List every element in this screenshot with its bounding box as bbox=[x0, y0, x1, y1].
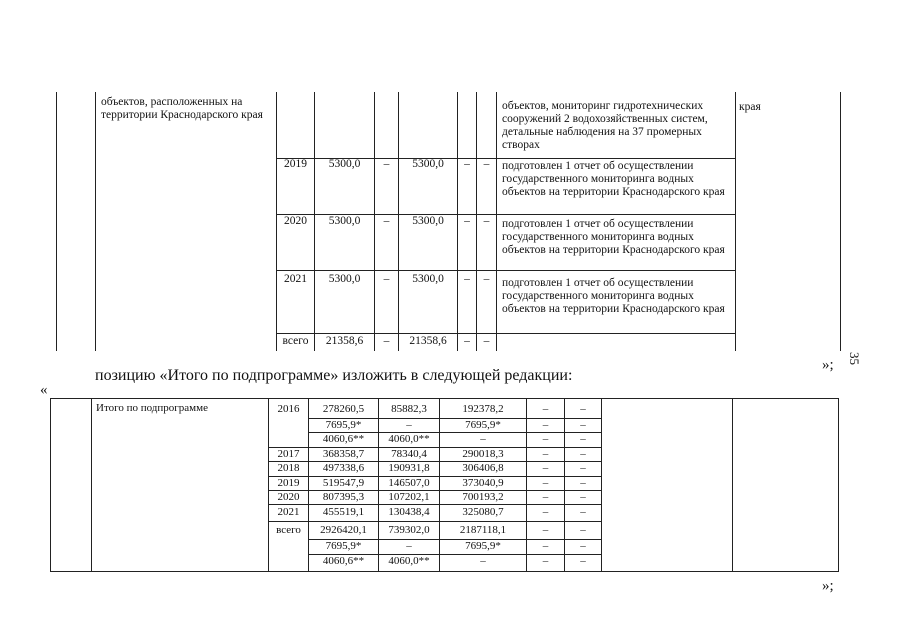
t1-closing-quote: »; bbox=[822, 357, 834, 373]
t2-total: 497338,6 bbox=[322, 462, 365, 474]
t1-fed: – bbox=[383, 273, 390, 285]
t1-loc: – bbox=[464, 273, 470, 285]
t2-fed: 78340,4 bbox=[391, 448, 427, 460]
t2-year: 2018 bbox=[277, 462, 300, 474]
t2-ext: – bbox=[580, 491, 586, 503]
t2-fed: 739302,0 bbox=[388, 524, 430, 536]
t2-total: 455519,1 bbox=[322, 506, 365, 518]
t2-loc: – bbox=[542, 491, 549, 503]
t1-ext: – bbox=[483, 158, 490, 170]
page-number: 35 bbox=[847, 352, 862, 365]
t2-total: 807395,3 bbox=[322, 491, 365, 503]
t2-loc: – bbox=[542, 477, 549, 489]
t1-loc: – bbox=[464, 335, 470, 347]
t2-ext: – bbox=[580, 403, 586, 415]
t2-ext: – bbox=[580, 506, 586, 518]
t2-loc: – bbox=[542, 448, 549, 460]
t2-ext: – bbox=[580, 540, 586, 552]
t1-fed: – bbox=[383, 335, 390, 347]
t2-total: 278260,5 bbox=[322, 403, 365, 415]
t2-reg: 7695,9* bbox=[465, 540, 501, 552]
t1-year: 2020 bbox=[284, 215, 307, 227]
t2-total: 7695,9* bbox=[325, 540, 362, 552]
t2-fed: – bbox=[406, 419, 412, 431]
t1-year: 2021 bbox=[284, 273, 307, 285]
t1-result: подготовлен 1 отчет об осуществлении государственного мониторинга водных объектов на территории Краснодарского края bbox=[502, 160, 725, 198]
t1-continued-result: объектов, мониторинг гидротехнических сооружений 2 водохозяйственных систем, детальные наблюдения на 37 промерных створах bbox=[502, 100, 708, 151]
t2-ext: – bbox=[580, 477, 586, 489]
t2-reg: – bbox=[480, 555, 486, 567]
t1-fed: – bbox=[383, 158, 390, 170]
t2-fed: 85882,3 bbox=[391, 403, 427, 415]
t2-ext: – bbox=[580, 433, 586, 445]
t2-total: 519547,9 bbox=[322, 477, 365, 489]
t2-reg: 306406,8 bbox=[462, 462, 504, 474]
t1-result: подготовлен 1 отчет об осуществлении государственного мониторинга водных объектов на территории Краснодарского края bbox=[502, 277, 725, 315]
t2-loc: – bbox=[542, 419, 549, 431]
t2-year: 2017 bbox=[277, 448, 300, 460]
t2-fed: 4060,0** bbox=[388, 555, 430, 567]
t1-year: 2019 bbox=[284, 158, 307, 170]
t2-fed: 146507,0 bbox=[388, 477, 430, 489]
t2-total: 7695,9* bbox=[325, 419, 362, 431]
t2-total: 368358,7 bbox=[322, 448, 365, 460]
t2-fed: 107202,1 bbox=[388, 491, 430, 503]
t2-fed: 190931,8 bbox=[388, 462, 430, 474]
t2-year: всего bbox=[276, 524, 301, 536]
t2-reg: 192378,2 bbox=[462, 403, 504, 415]
t2-loc: – bbox=[542, 524, 549, 536]
t2-name-cell: Итого по подпрограмме bbox=[96, 402, 208, 414]
t2-loc: – bbox=[542, 540, 549, 552]
t1-total: 5300,0 bbox=[328, 158, 361, 170]
instruction-sentence: позицию «Итого по подпрограмме» изложить в следующей редакции: bbox=[95, 367, 573, 384]
t2-total: 4060,6** bbox=[322, 433, 365, 445]
t2-fed: – bbox=[406, 540, 412, 552]
t1-ext: – bbox=[483, 273, 490, 285]
t2-ext: – bbox=[580, 448, 586, 460]
t1-reg: 21358,6 bbox=[409, 335, 447, 347]
t2-reg: 290018,3 bbox=[462, 448, 504, 460]
t2-ext: – bbox=[580, 462, 586, 474]
t2-loc: – bbox=[542, 433, 549, 445]
t2-reg: 700193,2 bbox=[462, 491, 504, 503]
t1-fed: – bbox=[383, 215, 390, 227]
t1-reg: 5300,0 bbox=[412, 215, 444, 227]
t1-reg: 5300,0 bbox=[412, 273, 444, 285]
t2-closing-quote: »; bbox=[822, 578, 834, 594]
t2-ext: – bbox=[580, 524, 586, 536]
t1-name-cell: объектов, расположенных на территории Краснодарского края bbox=[101, 96, 263, 121]
t2-reg: 2187118,1 bbox=[459, 524, 507, 536]
t1-total: 21358,6 bbox=[325, 335, 364, 347]
t2-ext: – bbox=[580, 419, 586, 431]
t1-loc: – bbox=[464, 215, 470, 227]
t2-reg: 373040,9 bbox=[462, 477, 504, 489]
t2-year: 2016 bbox=[277, 403, 300, 415]
t2-reg: 7695,9* bbox=[465, 419, 501, 431]
t2-year: 2020 bbox=[277, 491, 300, 503]
t2-reg: – bbox=[480, 433, 486, 445]
t1-reg: 5300,0 bbox=[412, 158, 444, 170]
t2-ext: – bbox=[580, 555, 586, 567]
t2-total: 2926420,1 bbox=[320, 524, 367, 536]
t2-loc: – bbox=[542, 462, 549, 474]
t1-year: всего bbox=[282, 335, 309, 347]
t1-total: 5300,0 bbox=[328, 273, 361, 285]
t2-reg: 325080,7 bbox=[462, 506, 504, 518]
t2-fed: 130438,4 bbox=[388, 506, 430, 518]
t1-total: 5300,0 bbox=[328, 215, 361, 227]
t2-loc: – bbox=[542, 506, 549, 518]
t2-year: 2019 bbox=[277, 477, 300, 489]
t2-total: 4060,6** bbox=[322, 555, 365, 567]
t2-year: 2021 bbox=[277, 506, 300, 518]
t2-loc: – bbox=[542, 555, 549, 567]
t1-responsible: края bbox=[739, 101, 761, 113]
t1-loc: – bbox=[464, 158, 470, 170]
t2-fed: 4060,0** bbox=[388, 433, 430, 445]
t1-ext: – bbox=[483, 335, 490, 347]
t2-loc: – bbox=[542, 403, 549, 415]
t1-result: подготовлен 1 отчет об осуществлении государственного мониторинга водных объектов на территории Краснодарского края bbox=[502, 218, 725, 256]
t2-open-quote: « bbox=[40, 382, 48, 398]
t1-ext: – bbox=[483, 215, 490, 227]
